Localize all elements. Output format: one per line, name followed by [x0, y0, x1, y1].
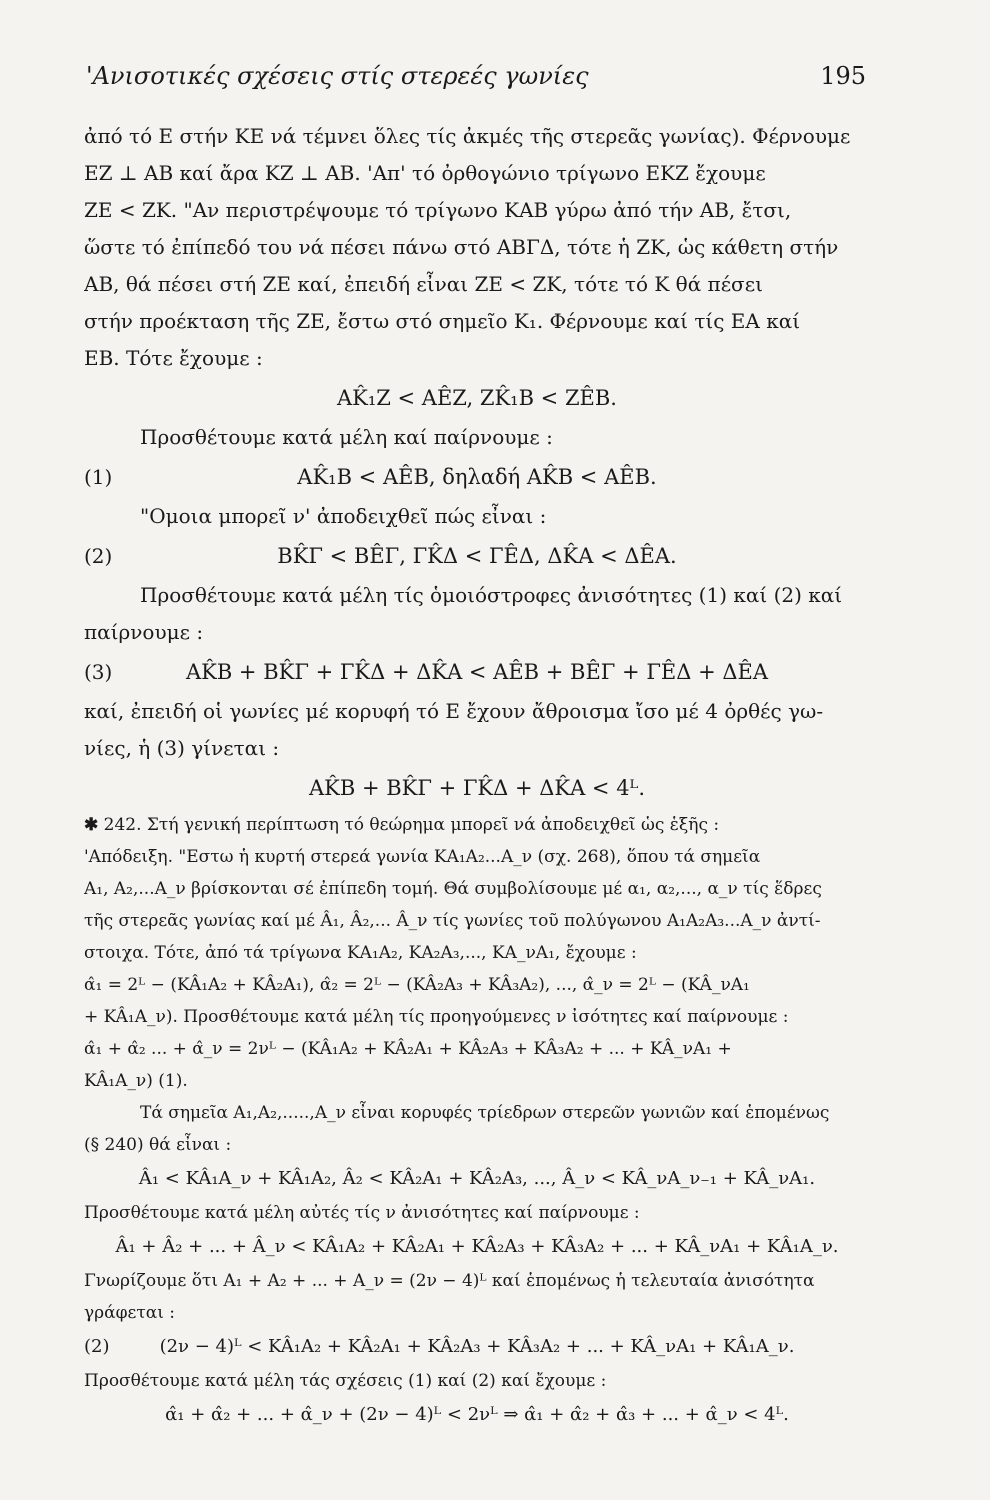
- text-line: Α₁, Α₂,...Α_ν βρίσκονται σέ ἐπίπεδη τομή. Θά συμβολίσουμε μέ α₁, α₂,..., α_ν τίς ἕδρες: [84, 879, 822, 899]
- equation-expression: AK̂B + BK̂Γ + ΓK̂Δ + ΔK̂A < 4ᴸ.: [308, 776, 646, 800]
- text-line: "Ομοια μπορεῖ ν' ἀποδειχθεῖ πώς εἶναι :: [140, 504, 547, 528]
- equation-number: (3): [84, 660, 113, 684]
- text-line: ΖΕ < ΖΚ. "Αν περιστρέψουμε τό τρίγωνο ΚΑΒ γύρω ἀπό τήν ΑΒ, ἔτσι,: [84, 198, 792, 222]
- equation-expression: Â₁ + Â₂ + ... + Â_ν < KÂ₁A₂ + KÂ₂A₁ + KÂ₂A₃ + KÂ₃A₂ + ... + KÂ_νA₁ + KÂ₁A_ν.: [115, 1236, 839, 1257]
- text-line: Προσθέτουμε κατά μέλη τάς σχέσεις (1) καί (2) καί ἔχουμε :: [84, 1371, 607, 1391]
- equation-5: [84, 1329, 870, 1365]
- text-line: Προσθέτουμε κατά μέλη καί παίρνουμε :: [140, 425, 553, 449]
- paragraph-7: [84, 1265, 870, 1329]
- equation-expression: Â₁ < KÂ₁A_ν + KÂ₁A₂, Â₂ < KÂ₂A₁ + KÂ₂A₃, ..., Â_ν < KÂ_νA_ν₋₁ + KÂ_νA₁.: [138, 1168, 816, 1189]
- text-line: ΑΒ, θά πέσει στή ΖΕ καί, ἐπειδή εἶναι ΖΕ < ΖΚ, τότε τό Κ θά πέσει: [84, 272, 763, 296]
- equation-2: [84, 535, 870, 577]
- equation-b: [84, 1161, 870, 1197]
- running-title: 'Ανισοτικές σχέσεις στίς στερεές γωνίες: [86, 62, 589, 90]
- equation-c: [84, 1229, 870, 1265]
- text-line: Τά σημεῖα Α₁,Α₂,.....,Α_ν εἶναι κορυφές τρίεδρων στερεῶν γωνιῶν καί ἑπομένως: [140, 1103, 830, 1123]
- section-heading-line: [84, 809, 870, 841]
- page-body: [84, 118, 870, 1433]
- text-line: γράφεται :: [84, 1303, 176, 1323]
- paragraph-4: [84, 577, 870, 651]
- page-number: 195: [820, 62, 866, 90]
- equation-1: [84, 456, 870, 498]
- text-line: (§ 240) θά εἶναι :: [84, 1135, 232, 1155]
- text-line: ἀπό τό Ε στήν ΚΕ νά τέμνει ὅλες τίς ἀκμές τῆς στερεᾶς γωνίας). Φέρνουμε: [84, 124, 851, 148]
- text-line: ΕΒ. Τότε ἔχουμε :: [84, 346, 263, 370]
- text-line: στήν προέκταση τῆς ΖΕ, ἔστω στό σημεῖο Κ₁. Φέρνουμε καί τίς ΕΑ καί: [84, 309, 801, 333]
- text-line: Γνωρίζουμε ὅτι Α₁ + Α₂ + ... + Α_ν = (2ν − 4)ᴸ καί ἑπομένως ἡ τελευταία ἀνισότητα: [84, 1271, 815, 1291]
- equation-number: (2): [84, 544, 113, 568]
- equation-expression: AK̂₁B < AÊB, δηλαδή AK̂B < AÊB.: [297, 465, 657, 489]
- text-line: καί, ἐπειδή οἱ γωνίες μέ κορυφή τό Ε ἔχουν ἄθροισμα ἴσο μέ 4 ὀρθές γω-: [84, 699, 824, 723]
- text-line: + KÂ₁A_ν). Προσθέτουμε κατά μέλη τίς προηγούμενες ν ἰσότητες καί παίρνουμε :: [84, 1007, 789, 1027]
- text-line: στοιχα. Τότε, ἀπό τά τρίγωνα ΚΑ₁Α₂, ΚΑ₂Α₃,..., ΚΑ_νΑ₁, ἔχουμε :: [84, 943, 637, 963]
- text-line: 'Απόδειξη. "Εστω ἡ κυρτή στερεά γωνία ΚΑ₁Α₂...Α_ν (σχ. 268), ὅπου τά σημεῖα: [84, 847, 761, 867]
- text-line: α̂₁ = 2ᴸ − (KÂ₁A₂ + KÂ₂A₁), α̂₂ = 2ᴸ − (KÂ₂A₃ + KÂ₃A₂), ..., α̂_ν = 2ᴸ − (KÂ_νA₁: [84, 975, 750, 995]
- equation-3: [84, 651, 870, 693]
- equation-a: [84, 377, 870, 419]
- equation-4: [84, 767, 870, 809]
- equation-expression: BK̂Γ < BÊΓ, ΓK̂Δ < ΓÊΔ, ΔK̂A < ΔÊA.: [277, 544, 677, 568]
- equation-number: (2): [84, 1336, 110, 1357]
- equation-number: (1): [84, 465, 113, 489]
- page-header: [86, 62, 866, 96]
- text-line: ὥστε τό ἐπίπεδό του νά πέσει πάνω στό ΑΒΓΔ, τότε ἡ ΖΚ, ὡς κάθετη στήν: [84, 235, 839, 259]
- paragraph-5: [84, 693, 870, 767]
- equation-expression: (2ν − 4)ᴸ < KÂ₁A₂ + KÂ₂A₁ + KÂ₂A₃ + KÂ₃A₂ + ... + KÂ_νA₁ + KÂ₁A_ν.: [159, 1336, 795, 1357]
- paragraph-1: [84, 118, 870, 377]
- text-line: Προσθέτουμε κατά μέλη αὐτές τίς ν ἀνισότητες καί παίρνουμε :: [84, 1203, 640, 1223]
- text-line: παίρνουμε :: [84, 620, 204, 644]
- equation-expression: α̂₁ + α̂₂ + ... + α̂_ν + (2ν − 4)ᴸ < 2νᴸ ⇒ α̂₁ + α̂₂ + α̂₃ + ... + α̂_ν < 4ᴸ.: [165, 1404, 789, 1425]
- text-line: ΕΖ ⊥ ΑΒ καί ἄρα ΚΖ ⊥ ΑΒ. 'Απ' τό ὀρθογώνιο τρίγωνο ΕΚΖ ἔχουμε: [84, 161, 766, 185]
- text-line: τῆς στερεᾶς γωνίας καί μέ Â₁, Â₂,... Â_ν τίς γωνίες τοῦ πολύγωνου Α₁Α₂Α₃...Α_ν ἀντί-: [84, 911, 821, 931]
- section-242: [84, 809, 870, 1161]
- text-line: Προσθέτουμε κατά μέλη τίς ὁμοιόστροφες ἀνισότητες (1) καί (2) καί: [140, 583, 843, 607]
- text-line: KÂ₁A_ν) (1).: [84, 1071, 188, 1091]
- text-line: α̂₁ + α̂₂ ... + α̂_ν = 2νᴸ − (KÂ₁A₂ + KÂ₂A₁ + KÂ₂A₃ + KÂ₃A₂ + ... + KÂ_νA₁ +: [84, 1039, 732, 1059]
- equation-expression: AK̂₁Z < AÊZ, ZK̂₁B < ZÊB.: [337, 386, 617, 410]
- text-line: νίες, ἡ (3) γίνεται :: [84, 736, 280, 760]
- equation-final: [84, 1397, 870, 1433]
- star-marker: ✱: [84, 815, 99, 835]
- equation-expression: AK̂B + BK̂Γ + ΓK̂Δ + ΔK̂A < AÊB + BÊΓ + ΓÊΔ + ΔÊA: [185, 660, 769, 684]
- section-text: 242. Στή γενική περίπτωση τό θεώρημα μπορεῖ νά ἀποδειχθεῖ ὡς ἑξῆς :: [103, 815, 720, 835]
